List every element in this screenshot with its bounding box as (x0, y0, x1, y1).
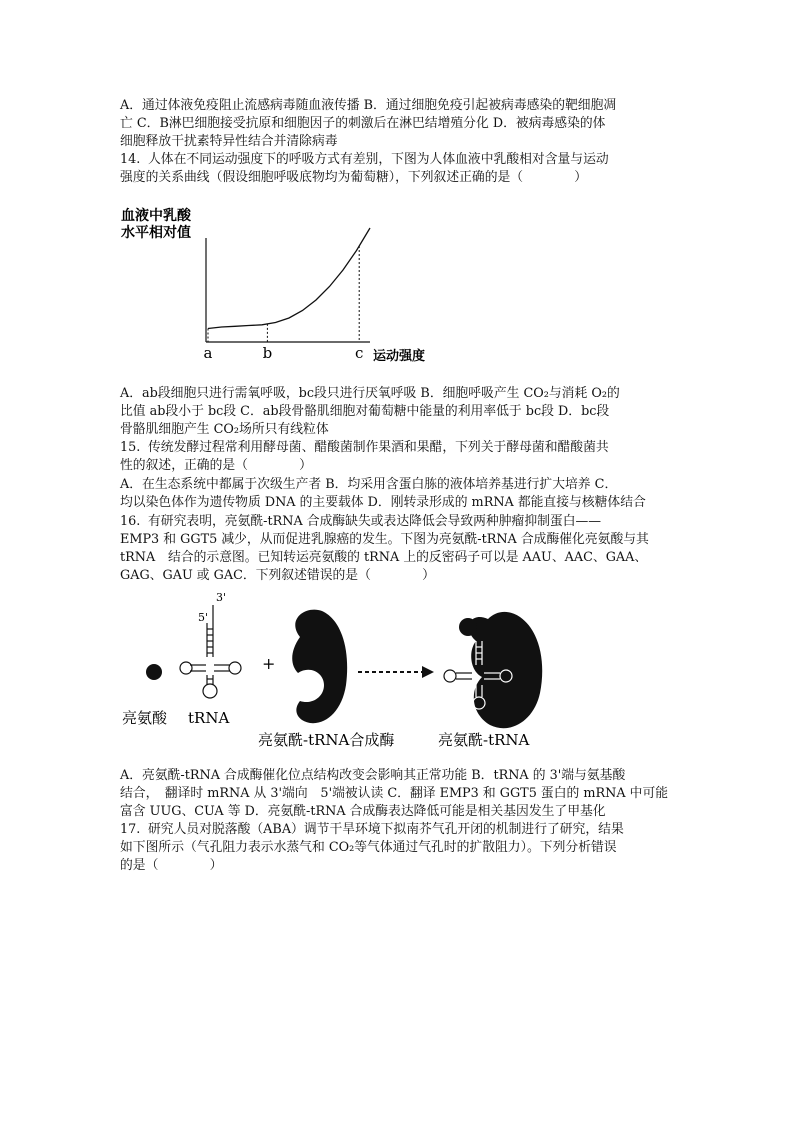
lactate-chart (115, 202, 455, 368)
x-tick-a: a (203, 344, 213, 362)
reaction-arrow-head (422, 666, 434, 678)
q13-options-line-3: 细胞释放干扰素特异性结合并清除病毒 (120, 134, 338, 149)
label-3-prime: 3' (216, 591, 227, 604)
lactate-curve (208, 228, 370, 329)
x-tick-b: b (262, 344, 273, 362)
label-5-prime: 5' (198, 611, 209, 624)
q15-stem-line-2: 性的叙述，正确的是（ ） (120, 458, 312, 473)
q14-options-line-2: 比值 ab段小于 bc段 C．ab段骨骼肌细胞对葡萄糖中能量的利用率低于 bc段 D．bc段 (120, 404, 610, 419)
q16-stem-line-1 (120, 513, 601, 531)
q13-options-line-2: 亡 C．B淋巴细胞接受抗原和细胞因子的刺激后在淋巴结增殖分化 D．被病毒感染的体 (120, 116, 606, 131)
q16-stem-text-1: 有研究表明，亮氨酰-tRNA 合成酶缺失或表达降低会导致两种肿瘤抑制蛋白—— (148, 514, 602, 529)
q17-stem-line-1 (120, 821, 624, 839)
q13-options-line-1: A．通过体液免疫阻止流感病毒随血液传播 B．通过细胞免疫引起被病毒感染的靶细胞凋 (120, 98, 617, 113)
chart-ylabel-line-2: 水平相对值 (121, 225, 191, 241)
label-synthetase: 亮氨酰-tRNA合成酶 (258, 731, 395, 749)
label-leucine: 亮氨酸 (122, 709, 168, 727)
q15-stem-text-1: 传统发酵过程常利用酵母菌、醋酸菌制作果酒和果醋，下列关于酵母菌和醋酸菌共 (148, 440, 609, 455)
q16-options-line-1: A．亮氨酰-tRNA 合成酶催化位点结构改变会影响其正常功能 B．tRNA 的 3'端与氨基酸 (120, 768, 626, 783)
q15-number: 15. (120, 440, 141, 455)
q16-options-line-3: 富含 UUG、CUA 等 D．亮氨酰-tRNA 合成酶表达降低可能是相关基因发生了甲基化 (120, 804, 606, 819)
q14-stem-line-1 (120, 151, 609, 169)
q17-stem-text-1: 研究人员对脱落酸（ABA）调节干旱环境下拟南芥气孔开闭的机制进行了研究，结果 (148, 822, 624, 837)
q15-options-line-1: A．在生态系统中都属于次级生产者 B．均采用含蛋白胨的液体培养基进行扩大培养 C． (120, 477, 618, 492)
trna-synthetase-figure (110, 585, 550, 755)
q14-stem-text-1: 人体在不同运动强度下的呼吸方式有差别，下图为人体血液中乳酸相对含量与运动 (148, 152, 609, 167)
trna-cloverleaf (180, 605, 241, 698)
q14-options-line-1: A．ab段细胞只进行需氧呼吸，bc段只进行厌氧呼吸 B．细胞呼吸产生 CO₂与消耗 O₂的 (120, 386, 620, 401)
q17-stem-line-3: 的是（ ） (120, 858, 223, 873)
chart-ylabel-line-1: 血液中乳酸 (121, 208, 191, 224)
q16-stem-line-3: tRNA 结合的示意图。已知转运亮氨酸的 tRNA 上的反密码子可以是 AAU、AAC、GAA、 (120, 550, 648, 565)
q15-options-line-2: 均以染色体作为遗传物质 DNA 的主要载体 D．刚转录形成的 mRNA 都能直接与核糖体结合 (120, 495, 646, 510)
leucine-molecule (146, 664, 162, 680)
q14-number: 14. (120, 152, 141, 167)
q17-number: 17. (120, 822, 141, 837)
q15-stem-line-1 (120, 439, 609, 457)
q14-stem-line-2: 强度的关系曲线（假设细胞呼吸底物均为葡萄糖），下列叙述正确的是（ ） (120, 170, 588, 185)
synthetase-enzyme (292, 610, 347, 724)
q17-stem-line-2: 如下图所示（气孔阻力表示水蒸气和 CO₂等气体通过气孔时的扩散阻力）。下列分析错误 (120, 840, 617, 855)
q16-stem-line-2: EMP3 和 GGT5 减少，从而促进乳腺癌的发生。下图为亮氨酰-tRNA 合成酶催化亮氨酸与其 (120, 532, 649, 547)
label-product: 亮氨酰-tRNA (438, 731, 530, 749)
label-plus: + (262, 654, 276, 673)
q16-options-line-2: 结合， 翻译时 mRNA 从 3'端向 5'端被认读 C．翻译 EMP3 和 GGT5 蛋白的 mRNA 中可能 (120, 786, 669, 801)
q16-number: 16. (120, 514, 141, 529)
product-trna-outer (444, 670, 472, 682)
q14-options-line-3: 骨骼肌细胞产生 CO₂场所只有线粒体 (120, 422, 329, 437)
product-leucine (459, 618, 477, 636)
x-tick-c: c (354, 344, 364, 362)
chart-xlabel: 运动强度 (373, 349, 426, 364)
label-trna: tRNA (188, 709, 230, 727)
q16-stem-line-4: GAG、GAU 或 GAC．下列叙述错误的是（ ） (120, 568, 435, 583)
